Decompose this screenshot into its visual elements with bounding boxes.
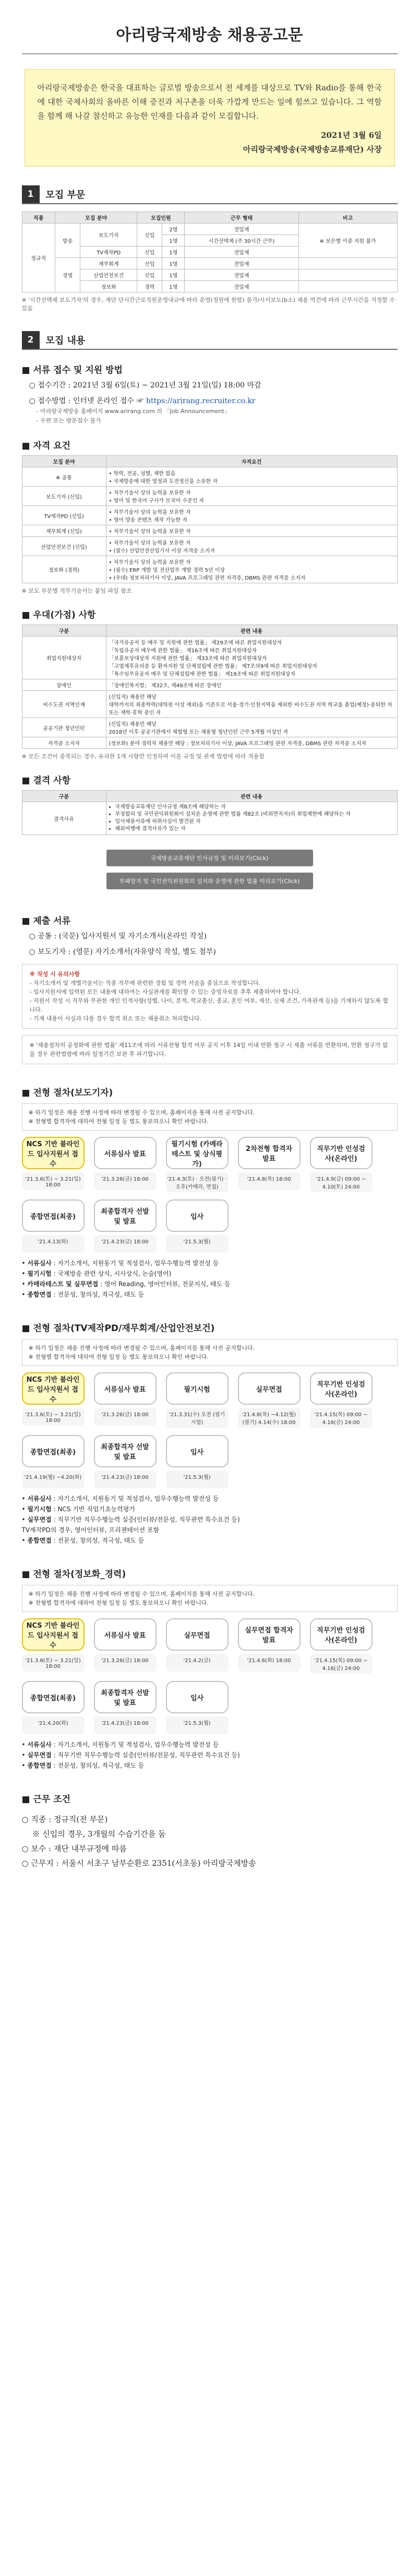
- table-cell: • 직무기술서 상의 능력을 보유한 자 • 영어 및 한국어 구사가 모국어 수준인 자: [106, 487, 397, 506]
- step-name: 입사: [166, 1435, 229, 1467]
- process-step: [238, 1618, 301, 1674]
- step-date: '21.4.15(목) 09:00 ~ 4.16(금) 24:00: [310, 1408, 373, 1428]
- detail-line: [22, 1514, 398, 1525]
- table-header: 비고: [298, 212, 397, 224]
- section-number: 1: [22, 185, 40, 203]
- process-flow: [22, 1372, 398, 1488]
- section-title: 모집 부문: [45, 190, 86, 201]
- table-cell: • 직무기술서 상의 능력을 보유한 자 • (필수) 산업안전산업기사 이상 자격증 소지자: [106, 537, 397, 556]
- detail-line: [22, 1258, 398, 1268]
- work-line: ○ 근무지 : 서울시 서초구 남부순환로 2351(서초동) 아리랑국제방송: [21, 1859, 256, 1868]
- table-cell: [298, 258, 397, 269]
- work-line: ※ 신입의 경우, 3개월의 수습기간을 둠: [32, 1829, 166, 1839]
- step-name: 직무기반 인성검사(온라인): [310, 1137, 373, 1169]
- detail-separator: •: [21, 1516, 28, 1523]
- table-cell: • 학력, 전공, 성별, 제한 없음 • 국제방송에 대한 열정과 도전정신을 소유한 자: [106, 467, 397, 487]
- detail-line: [22, 1535, 398, 1546]
- table-cell: 1명: [162, 269, 185, 281]
- detail-value: 자기소개서, 지원동기 및 적성검사, 업무수행능력 발전성 등: [57, 1495, 219, 1502]
- title-divider: [22, 53, 398, 54]
- step-date: '21.4.9(금) 09:00 ~ 4.10(토) 24:00: [310, 1172, 373, 1192]
- note-line: - 입사지원서에 입력된 모든 내용에 대하여는 사실관계를 확인할 수 있는 증빙자료를 추후 제출하여야 합니다.: [29, 989, 301, 995]
- section-recruit-fields: [22, 185, 398, 204]
- table-cell: 1명: [162, 235, 185, 246]
- step-date: '21.3.6(토) ~ 3.21(일) 18:00: [22, 1172, 85, 1190]
- step-date: '21.4.8(목) 18:00: [238, 1172, 301, 1190]
- step-name: 필기시험 (카메라테스트 및 상식평가): [166, 1137, 229, 1169]
- list-item: • 국제방송교류재단 인사규정 제8조에 해당하는 자: [115, 804, 394, 811]
- table-cell: 재무회계: [80, 258, 137, 269]
- process-step: [166, 1372, 229, 1428]
- page-title: 아리랑국제방송 채용공고문: [116, 26, 303, 44]
- table-cell: 신입: [137, 269, 162, 281]
- step-name: 직무기반 인성검사(온라인): [310, 1372, 373, 1405]
- table-cell: 취업지원대상자: [22, 637, 106, 679]
- work-conditions: [22, 1812, 398, 1871]
- detail-colon: :: [51, 1751, 58, 1759]
- table-cell: • 직무기술서 상의 능력을 보유한 자 • (필수) ERP 개발 및 전산업무 개발 경력 5년 이상 • (우대) 정보처리기사 이상, JAVA 프로그래밍 관련 자격증, DBMS 관련 자격증 소지자: [106, 556, 397, 583]
- table-row: [22, 556, 397, 583]
- process-flow: [22, 1618, 398, 1734]
- table-cell: 1명: [162, 258, 185, 269]
- detail-label: 종합면접: [27, 1762, 52, 1769]
- detail-colon: :: [51, 1270, 58, 1277]
- process-step: [166, 1435, 229, 1488]
- process-details: [22, 1493, 398, 1546]
- step-date: '21.3.26(금) 18:00: [94, 1654, 157, 1672]
- intro-notice: [25, 69, 395, 167]
- table-cell: 경력: [137, 281, 162, 292]
- process-step: [166, 1137, 229, 1192]
- table-row: [22, 637, 397, 679]
- table-cell: • 직무기술서 상의 능력을 보유한 자: [106, 525, 397, 537]
- notice-date: 2021년 3월 6일: [320, 131, 382, 140]
- table-cell: 시간선택제 (주 30시간 근무): [185, 235, 298, 246]
- table-row: [22, 691, 397, 718]
- step-date: '21.4.19(월) ~4.20(화): [22, 1471, 85, 1488]
- process-step: [166, 1681, 229, 1734]
- detail-line: [22, 1760, 398, 1771]
- step-name: 최종합격자 선발 및 발표: [94, 1199, 157, 1232]
- process-step: [310, 1618, 373, 1674]
- table-cell: ※ 공통: [22, 467, 106, 487]
- detail-label: 필기시험: [27, 1505, 52, 1513]
- process-step: [94, 1199, 157, 1253]
- detail-label: 서류심사: [27, 1741, 52, 1748]
- step-name: 서류심사 발표: [94, 1618, 157, 1651]
- section-title: 모집 내용: [45, 335, 86, 346]
- detail-value: 자기소개서, 지원동기 및 적성검사, 업무수행능력 발전성 등: [57, 1260, 219, 1267]
- table-cell: 보도기자 (신입): [22, 487, 106, 506]
- step-date: '21.5.3(월): [166, 1235, 229, 1253]
- table-header: 근무 형태: [185, 212, 298, 224]
- note-line: - 자기소개서 및 개별기술서는 직종 직무에 관련한 경험 및 경력 서술을 중심으로 작성합니다.: [29, 980, 261, 986]
- detail-label: 실무면접: [27, 1751, 52, 1759]
- intro-text: 아리랑국제방송은 한국을 대표하는 글로벌 방송으로서 전 세계를 대상으로 TV와 Radio를 통해 한국에 대한 국제사회의 올바른 이해 증진과 저구촌을 더욱 가깝게 만드는 일에 힘쓰고 있습니다. 그 역할을 함께 해 나갈 참신하고 유능한 인재를 다음과 같이 모집합니다.: [37, 83, 382, 121]
- table-cell: 전일제: [185, 269, 298, 281]
- method-note: - 아리랑국제방송 홈페이지 www.arirang.com 의 「Job Announcement」: [36, 408, 230, 415]
- schedule-notice: ※ 하기 일정은 채용 진행 사정에 따라 변경될 수 있으며, 홈페이지를 통해 사전 공지합니다. ※ 전형별 합격자에 대하여 전형 일정 등 별도 통보하오니 확인 바랍니다.: [22, 1339, 398, 1366]
- table-cell: 비수도권 지역인재: [22, 691, 106, 718]
- table-cell: 경영: [55, 258, 80, 292]
- table-cell: 신입: [137, 224, 162, 246]
- step-name: 종합면접(최종): [22, 1435, 85, 1467]
- detail-line: [22, 1504, 398, 1514]
- detail-value: NCS 기반 직업기초능력평가: [57, 1505, 135, 1513]
- detail-label: 서류심사: [27, 1495, 52, 1502]
- step-date: '21.5.3(월): [166, 1716, 229, 1734]
- step-name: 필기시험: [166, 1372, 229, 1405]
- detail-label: 종합면접: [27, 1537, 52, 1544]
- table-cell: (정보화) 분야 경력직 채용만 해당 : 정보처리기사 이상, JAVA 프로그래밍 관련 자격증, DBMS 관련 자격증 소지자: [106, 737, 397, 749]
- documents-common: ○ 공통 : (국문) 입사지원서 및 자기소개서(온라인 작성): [29, 932, 207, 940]
- step-date: '21.4.23(금) 18:00: [94, 1716, 157, 1734]
- preference-table: [22, 625, 398, 749]
- table-cell: 정보화 (경력): [22, 556, 106, 583]
- table-cell: 방송: [55, 224, 80, 258]
- detail-separator: •: [21, 1270, 28, 1277]
- detail-value: 직무기반 직무수행능력 실증(인터뷰/전문성, 직무관련 특수요건 등): [57, 1516, 240, 1523]
- process-step: [94, 1137, 157, 1192]
- detail-label: 필기시험: [27, 1270, 52, 1277]
- writing-notes: [22, 964, 398, 1029]
- detail-value: 영어 Reading, 영어인터뷰, 전문지식, 태도 등: [104, 1280, 231, 1288]
- detail-separator: •: [21, 1505, 28, 1513]
- detail-separator: •: [21, 1741, 28, 1748]
- table-cell: 재무회계 (신입): [22, 525, 106, 537]
- detail-line: [22, 1739, 398, 1750]
- table-cell: [298, 281, 397, 292]
- note-line: - 지원서 작성 시 직무와 무관한 개인 인적사항(성별, 나이, 본적, 학교출신, 종교, 혼인 여부, 재산, 신체 조건, 가족관계 등)을 기재하지 않도록 합니다.: [29, 997, 389, 1013]
- step-name: 종합면접(최종): [22, 1681, 85, 1713]
- table-cell: 산업안전보건 (신입): [22, 537, 106, 556]
- step-name: 서류심사 발표: [94, 1137, 157, 1169]
- detail-line: [22, 1279, 398, 1289]
- step-date: '21.4.23(금) 18:00: [94, 1471, 157, 1488]
- table-cell: TV제작PD (신입): [22, 506, 106, 525]
- detail-colon: :: [51, 1495, 58, 1502]
- table-header: 모집인원: [137, 212, 185, 224]
- detail-value: 직무기반 직무수행능력 실증(인터뷰/전문성, 직무관련 특수요건 등): [57, 1751, 240, 1759]
- notes-title: ※ 작성 시 유의사항: [29, 971, 80, 978]
- schedule-notice: ※ 하기 일정은 채용 진행 사정에 따라 변경될 수 있으며, 홈페이지를 통해 사전 공지합니다. ※ 전형별 합격자에 대하여 전형 일정 등 별도 통보하오니 확인 바랍니다.: [22, 1585, 398, 1612]
- detail-separator: •: [21, 1751, 28, 1759]
- step-date: '21.4.6(화) 18:00: [238, 1654, 301, 1672]
- step-name: 실무면접 합격자 발표: [238, 1618, 301, 1651]
- list-item: • 해외여행에 결격사유가 있는 자: [115, 826, 394, 833]
- step-date: '21.5.3(월): [166, 1471, 229, 1488]
- table-cell: 전일제: [185, 281, 298, 292]
- process-step: [22, 1199, 85, 1253]
- process-step: [22, 1137, 85, 1192]
- detail-value: 전문성, 창의성, 적극성, 태도 등: [57, 1291, 145, 1298]
- step-name: 직무기반 인성검사(온라인): [310, 1618, 373, 1651]
- process-step: [94, 1681, 157, 1734]
- step-date: '21.4.13(화): [22, 1235, 85, 1253]
- step-name: 최종합격자 선발 및 발표: [94, 1435, 157, 1467]
- step-date: '21.4.15(목) 09:00 ~ 4.16(금) 24:00: [310, 1654, 373, 1674]
- detail-colon: :: [51, 1260, 58, 1267]
- process-step: [94, 1435, 157, 1488]
- detail-label: 서류심사: [27, 1260, 52, 1267]
- step-name: 최종합격자 선발 및 발표: [94, 1681, 157, 1713]
- subsection-title: ■ 결격 사항: [21, 775, 71, 786]
- step-name: NCS 기반 블라인드 입사지원서 접수: [22, 1372, 85, 1405]
- document-return-notice: ※ '채용절차의 공정화에 관한 법률' 제11조에 따라 서류전형 합격 여부 공지 이후 14일 이내 반환 청구 시 제출 서류를 반환하며, 반환 청구가 없을 경우 관련법령에 따라 일정기간 보관 후 파기합니다.: [22, 1035, 398, 1064]
- subsection-title: ■ 근무 조건: [21, 1794, 71, 1805]
- table-cell: 2명: [162, 224, 185, 235]
- table-header: 구분: [22, 625, 106, 637]
- table-cell: (신입직) 채용만 해당 2018년 이후 공공기관에서 체험형 또는 채용형 청년인턴 근무 5개월 이상인 자: [106, 718, 397, 737]
- subsection-title: ■ 제출 서류: [21, 916, 71, 926]
- process-step: [238, 1372, 301, 1428]
- table-cell: 1명: [162, 281, 185, 292]
- detail-line: [22, 1289, 398, 1300]
- table-cell: 보도기자: [80, 224, 137, 246]
- detail-separator: •: [21, 1280, 28, 1288]
- detail-colon: :: [51, 1537, 58, 1544]
- table-header: 직종: [22, 212, 55, 224]
- table-cell: 정규직: [22, 224, 55, 292]
- step-name: 2차전형 합격자 발표: [238, 1137, 301, 1169]
- process-step: [22, 1681, 85, 1734]
- detail-line: [22, 1493, 398, 1504]
- table-cell: 장애인: [22, 679, 106, 691]
- table-footnote: ※ '시간선택제 보도기자'의 경우, 재단 단시간근로직원운영내규에 따라 운영(정원에 한함) 불가/시서보도(b소) 채용 역건에 따라 근무시간을 지정할 수 있음: [21, 297, 395, 312]
- table-cell: 전일제: [185, 258, 298, 269]
- step-name: 실무면접: [166, 1618, 229, 1651]
- detail-separator: •: [21, 1495, 28, 1502]
- table-cell: (신입직) 채용만 해당 대학까지의 최종학력(대학원 이상 제외)을 기준으로 서울·경기·인천지역을 제외한 비수도권 지역 학교를 졸업(예정)·중퇴한 자 또는 재학·휴학 중인 자: [106, 691, 397, 718]
- step-name: 입사: [166, 1199, 229, 1232]
- detail-value: 전문성, 창의성, 적극성, 태도 등: [57, 1762, 145, 1769]
- detail-line: [22, 1268, 398, 1279]
- subsection-title: ■ 전형 절차(보도기자): [21, 1088, 113, 1098]
- step-date: '21.4.23(금) 18:00: [94, 1235, 157, 1253]
- table-cell: • 직무기술서 상의 능력을 보유한 자 • 영어 방송 콘텐츠 제작 가능한 자: [106, 506, 397, 525]
- detail-label: 실무면접: [27, 1516, 52, 1523]
- step-date: '21.4.8(목) ~4.12(월) (필기) 4.14(수) 18:00: [238, 1408, 301, 1428]
- list-item: • 입사채용서류에 허위사실이 발견된 자: [115, 818, 394, 826]
- table-row: [22, 737, 397, 749]
- table-cell: TV제작PD: [80, 246, 137, 258]
- qualification-table: [22, 455, 398, 583]
- work-line: ○ 보수 : 재단 내부규정에 따름: [21, 1844, 127, 1853]
- process-step: [310, 1137, 373, 1192]
- process-details: [22, 1739, 398, 1771]
- process-step: [94, 1372, 157, 1428]
- process-step: [22, 1372, 85, 1428]
- documents-reporter: ○ 보도기자 : (영문) 자기소개서(자유양식 작성, 별도 첨부): [29, 948, 216, 956]
- step-date: '21.3.6(토) ~ 3.21(일) 18:00: [22, 1654, 85, 1672]
- table-cell: 결격사유: [22, 802, 106, 835]
- table-footnote: ※ 모든 조건이 중복되는 경우, 유리한 1개 사항만 인정하며 이를 규정 및 관계 법령에 따라 적용함: [21, 753, 265, 760]
- table-row: [22, 506, 397, 525]
- step-date: '21.3.26(금) 18:00: [94, 1408, 157, 1426]
- table-header: 모집 분야: [55, 212, 137, 224]
- section-number: 2: [22, 331, 40, 349]
- detail-colon: :: [51, 1762, 58, 1769]
- table-cell: 1명: [162, 246, 185, 258]
- table-row: [22, 487, 397, 506]
- method-text: ○ 접수방법 : 인터넷 온라인 접수 ☞: [29, 397, 146, 405]
- application-period: ○ 접수기간 : 2021년 3월 6일(토) ~ 2021년 3월 21일(일) 18:00 마감: [29, 381, 261, 390]
- section-recruit-details: [22, 331, 398, 350]
- table-header: 관련 내용: [106, 791, 397, 802]
- detail-separator: •: [21, 1537, 28, 1544]
- process-step: [166, 1618, 229, 1674]
- process-step: [94, 1618, 157, 1674]
- table-cell: 공공기관 청년인턴: [22, 718, 106, 737]
- table-row: [22, 525, 397, 537]
- detail-colon: :: [51, 1516, 58, 1523]
- process-step: [238, 1137, 301, 1192]
- table-row: [22, 718, 397, 737]
- detail-line: [22, 1750, 398, 1760]
- table-cell: [298, 269, 397, 281]
- disqualification-table: [22, 790, 398, 835]
- note-line: - 기재 내용이 사실과 다를 경우 합격 취소 또는 채용취소 처리합니다.: [29, 1015, 201, 1022]
- step-name: NCS 기반 블라인드 입사지원서 접수: [22, 1618, 85, 1651]
- step-name: 종합면접(최종): [22, 1199, 85, 1232]
- detail-value: 자기소개서, 지원동기 및 적성검사, 업무수행능력 발전성 등: [57, 1741, 219, 1748]
- table-row: [22, 467, 397, 487]
- step-date: '21.4.20(화): [22, 1716, 85, 1734]
- process-step: [22, 1435, 85, 1488]
- subsection-title: ■ 서류 접수 및 지원 방법: [21, 365, 123, 375]
- application-method: [29, 395, 398, 407]
- step-date: '21.3.6(토) ~ 3.21(일) 18:00: [22, 1408, 85, 1426]
- detail-label: 카메라테스트 및 실무면접: [27, 1280, 99, 1288]
- step-name: NCS 기반 블라인드 입사지원서 접수: [22, 1137, 85, 1169]
- detail-colon: :: [51, 1741, 58, 1748]
- detail-colon: :: [51, 1291, 58, 1298]
- step-name: 실무면접: [238, 1372, 301, 1405]
- table-cell: 정보화: [80, 281, 137, 292]
- notice-signer: 아리랑국제방송(국제방송교류재단) 사장: [243, 145, 382, 154]
- application-link[interactable]: https://arirang.recruiter.co.kr: [146, 397, 256, 405]
- table-footnote: ※ 보도 부문별 직무기술서는 붙임 파일 참조: [21, 587, 132, 594]
- table-row: [22, 679, 397, 691]
- table-cell: 자격증 소지자: [22, 737, 106, 749]
- table-cell: 신입: [137, 246, 162, 258]
- step-date: '21.4.2(금): [166, 1654, 229, 1672]
- subsection-title: ■ 우대(가점) 사항: [21, 610, 96, 620]
- process-step: [166, 1199, 229, 1253]
- process-step: [22, 1618, 85, 1674]
- schedule-notice: ※ 하기 일정은 채용 진행 사정에 따라 변경될 수 있으며, 홈페이지를 통해 사전 공지합니다. ※ 전형별 합격자에 대하여 전형 일정 등 별도 통보하오니 확인 바랍니다.: [22, 1103, 398, 1131]
- table-header: 자격요건: [106, 456, 397, 467]
- table-cell: 전일제: [185, 224, 298, 235]
- table-header: 모집 분야: [22, 456, 106, 467]
- table-row: [22, 537, 397, 556]
- subsection-title: ■ 자격 요건: [21, 441, 71, 451]
- detail-value: TV제작PD의 경우, 영어인터뷰, 프리젠테이션 포함: [21, 1526, 160, 1534]
- recruit-fields-table: [22, 211, 398, 292]
- table-cell: 전일제: [185, 246, 298, 258]
- detail-value: 전문성, 창의성, 적극성, 태도 등: [57, 1537, 145, 1544]
- table-header: 구분: [22, 791, 106, 802]
- table-cell: 「국가유공자 등 예우 및 지원에 관한 법률」 제29조에 따른 취업지원대상자 「독립유공자 예우에 관한 법률」 제16조에 따른 취업지원대상자 「보훈보상대상자 지원에 관한 법률」 제33조에 따른 취업지원대상자 「고엽제후유의증 등 환자지원 및 단체설립에 관한 법률」 제7조의9에 따른 취업지원대상자 「특수임무유공자 예우 및 단체설립에 관한 법률」 제19조에 따른 취업지원대상자: [106, 637, 397, 679]
- process-details: [22, 1258, 398, 1300]
- detail-separator: •: [21, 1762, 28, 1769]
- list-item: • 부정합리 및 국민권익위원회이 설치운 운영에 관한 법률 제82조 (비위면직자)의 취업제한에 해당하는 자: [115, 811, 394, 818]
- table-header: 관련 내용: [106, 625, 397, 637]
- personnel-rule-button[interactable]: 국제방송교류재단 인사규정 및 미리보기(Click): [106, 850, 313, 866]
- anticorruption-law-button[interactable]: 부패방지 및 국민권익위원회의 설치와 운영에 관한 법률 미리보기(Click): [106, 873, 313, 889]
- subsection-title: ■ 전형 절차(정보화_경력): [21, 1569, 126, 1580]
- work-line: ○ 직종 : 정규직(전 부문): [21, 1815, 108, 1824]
- step-date: '21.3.26(금) 18:00: [94, 1172, 157, 1190]
- table-cell: 산업안전보건: [80, 269, 137, 281]
- detail-value: 국제방송 관련 상식, 시사상식, 논술(영어): [57, 1270, 172, 1277]
- process-step: [310, 1372, 373, 1428]
- step-name: 서류심사 발표: [94, 1372, 157, 1405]
- table-cell: 「장애인복지법」 제32조, 제49조에 따른 장애인: [106, 679, 397, 691]
- table-cell: [106, 802, 397, 835]
- table-cell: ※ 보은별 이중 지원 불가: [298, 224, 397, 258]
- detail-line: [22, 1525, 398, 1535]
- table-cell: 신입: [137, 258, 162, 269]
- process-flow: [22, 1137, 398, 1253]
- step-name: 입사: [166, 1681, 229, 1713]
- detail-label: 종합면접: [27, 1291, 52, 1298]
- detail-colon: :: [98, 1280, 104, 1288]
- step-date: '21.4.3(토) · 오전(필기) · 오후(카메라, 면접): [166, 1172, 229, 1192]
- link-buttons: [22, 846, 398, 892]
- detail-separator: •: [21, 1291, 28, 1298]
- detail-colon: :: [51, 1505, 58, 1513]
- detail-separator: •: [21, 1260, 28, 1267]
- subsection-title: ■ 전형 절차(TV제작PD/재무회계/산업안전보건): [21, 1323, 215, 1334]
- step-date: '21.3.31(수) 오전 (필기시험): [166, 1408, 229, 1428]
- method-note: - 우편 또는 방문접수 불가: [36, 417, 101, 424]
